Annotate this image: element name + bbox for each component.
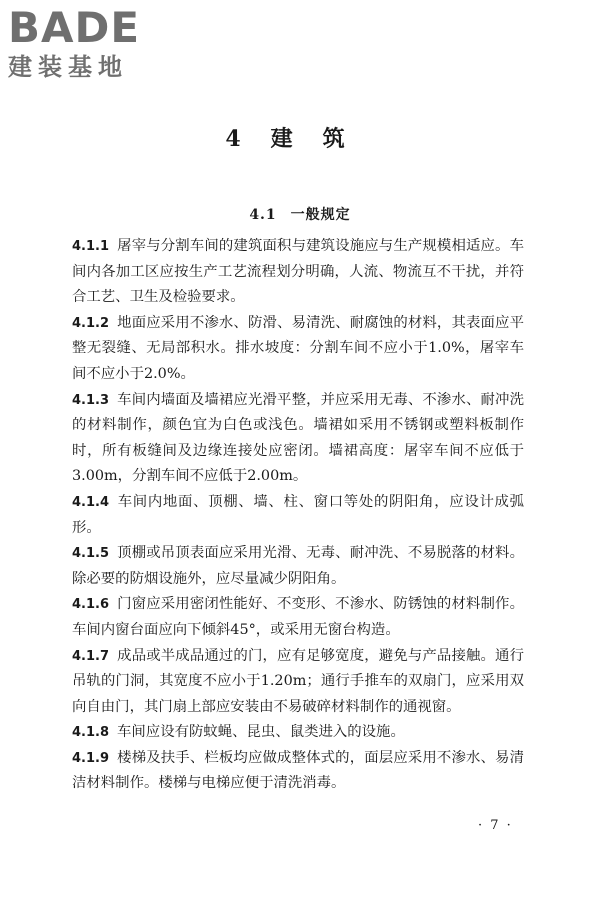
- section-title: 一般规定: [290, 207, 351, 223]
- clause-4-1-1: [72, 234, 524, 311]
- chapter-heading: [0, 122, 600, 153]
- clause-number: 4.1.1: [72, 239, 110, 254]
- clause-4-1-3: [72, 388, 524, 490]
- clause-text: 楼梯及扶手、栏板均应做成整体式的，面层应采用不渗水、易清洁材料制作。楼梯与电梯应便于清洗消毒。: [72, 749, 524, 792]
- clause-text: 地面应采用不渗水、防滑、易清洗、耐腐蚀的材料，其表面应平整无裂缝、无局部积水。排水坡度：分割车间不应小于1.0%，屠宰车间不应小于2.0%。: [72, 314, 524, 382]
- clause-text: 成品或半成品通过的门，应有足够宽度，避免与产品接触。通行吊轨的门洞，其宽度不应小于1.20m；通行手推车的双扇门，应采用双向自由门，其门扇上部应安装由不易破碎材料制作的通视窗。: [72, 647, 524, 715]
- clause-4-1-5: [72, 541, 524, 592]
- clause-number: 4.1.7: [72, 648, 110, 664]
- clause-number: 4.1.4: [72, 494, 110, 510]
- clause-number: 4.1.8: [72, 725, 110, 741]
- chapter-number: 4: [225, 126, 243, 152]
- clause-4-1-2: [72, 311, 524, 388]
- clause-number: 4.1.2: [72, 315, 110, 331]
- clause-4-1-9: [72, 746, 524, 797]
- clause-4-1-4: [72, 490, 524, 541]
- clause-text: 车间内地面、顶棚、墙、柱、窗口等处的阴阳角，应设计成弧形。: [72, 493, 524, 536]
- clause-text: 屠宰与分割车间的建筑面积与建筑设施应与生产规模相适应。车间内各加工区应按生产工艺流程划分明确，人流、物流互不干扰，并符合工艺、卫生及检验要求。: [72, 238, 524, 306]
- chapter-title: 建筑: [270, 126, 375, 152]
- logo-subtitle: 建装基地: [8, 53, 128, 81]
- clause-number: 4.1.5: [72, 546, 110, 562]
- clause-number: 4.1.3: [72, 392, 110, 408]
- clause-4-1-8: [72, 720, 524, 746]
- clause-text: 门窗应采用密闭性能好、不变形、不渗水、防锈蚀的材料制作。车间内窗台面应向下倾斜45°，或采用无窗台构造。: [72, 596, 524, 638]
- clause-4-1-6: [72, 592, 524, 643]
- section-number: 4.1: [249, 207, 277, 223]
- bade-logo: [8, 3, 178, 90]
- clause-number: 4.1.6: [72, 597, 110, 613]
- clause-text: 车间内墙面及墙裙应光滑平整，并应采用无毒、不渗水、耐冲洗的材料制作，颜色宜为白色或浅色。墙裙如采用不锈钢或塑料板制作时，所有板缝间及边缘连接处应密闭。墙裙高度：屠宰车间不应低于3.00m，分割车间不应低于2.00m。: [72, 391, 524, 485]
- logo-brand: BADE: [8, 3, 141, 52]
- clause-list: [72, 234, 524, 797]
- clause-4-1-7: [72, 644, 524, 721]
- page-number: · 7 ·: [478, 818, 513, 833]
- clause-text: 车间应设有防蚊蝇、昆虫、鼠类进入的设施。: [117, 724, 405, 741]
- clause-text: 顶棚或吊顶表面应采用光滑、无毒、耐冲洗、不易脱落的材料。除必要的防烟设施外，应尽量减少阴阳角。: [72, 545, 524, 587]
- section-heading: [0, 204, 600, 224]
- clause-number: 4.1.9: [72, 750, 110, 766]
